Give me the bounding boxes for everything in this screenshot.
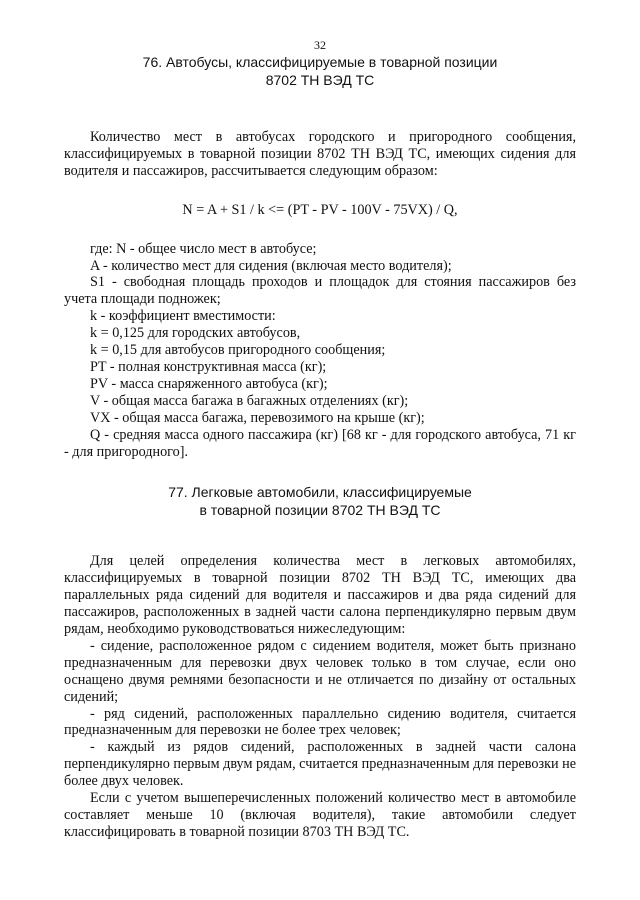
definition-n: где: N - общее число мест в автобусе; — [90, 240, 317, 257]
definition-s1: S1 - свободная площадь проходов и площадок для стояния пассажиров без учета площади подножек; — [64, 274, 576, 308]
section-76-heading-line-2: 8702 ТН ВЭД ТС — [265, 71, 375, 88]
section-77-heading-line-2: в товарной позиции 8702 ТН ВЭД ТС — [199, 501, 441, 518]
section-76-heading-line-1: 76. Автобусы, классифицируемые в товарной позиции — [142, 54, 498, 70]
page-number: 32 — [314, 38, 326, 52]
section-76-intro: Количество мест в автобусах городского и пригородного сообщения, классифицируемых в товарной позиции 8702 ТН ВЭД ТС, имеющих сидения для водителя и пассажиров, рассчитывается следующим образом: — [64, 129, 576, 179]
section-77-conclusion: Если с учетом вышеперечисленных положений количество мест в автомобиле составляет меньше 10 (включая водителя), такие автомобили следует классифицировать в товарной позиции 8703 ТН ВЭД ТС. — [64, 790, 576, 840]
rule-parallel-row: - ряд сидений, расположенных параллельно сидению водителя, считается предназначенным для перевозки не более трех человек; — [64, 705, 576, 739]
seating-rules-list — [64, 638, 576, 790]
definition-pt: PT - полная конструктивная масса (кг); — [90, 358, 327, 375]
section-77-intro: Для целей определения количества мест в легковых автомобилях, классифицируемых в товарной позиции 8702 ТН ВЭД ТС, имеющих два параллельных ряда сидений для водителя и пассажиров и два ряда сидений для пассажиров, расположенных в задней части салона перпендикулярно первым двум рядам, необходимо руководствоваться нижеследующим: — [64, 553, 576, 638]
seat-count-formula: N = A + S1 / k <= (PT - PV - 100V - 75VX) / Q, — [182, 201, 458, 218]
definition-k-city: k = 0,125 для городских автобусов, — [90, 325, 301, 342]
definition-vx: VX - общая масса багажа, перевозимого на крыше (кг); — [90, 409, 425, 426]
section-77-heading-line-1: 77. Легковые автомобили, классифицируемые — [168, 484, 472, 501]
formula-definitions — [64, 241, 576, 461]
definition-k: k - коэффициент вместимости: — [90, 308, 276, 325]
definition-a: A - количество мест для сидения (включая место водителя); — [90, 257, 452, 274]
document-page — [64, 38, 576, 841]
definition-pv: PV - масса снаряженного автобуса (кг); — [90, 375, 328, 392]
definition-q: Q - средняя масса одного пассажира (кг) [68 кг - для городского автобуса, 71 кг - для пригородного]. — [64, 426, 576, 460]
definition-k-suburban: k = 0,15 для автобусов пригородного сообщения; — [90, 342, 386, 359]
rule-front-seat: - сидение, расположенное рядом с сидением водителя, может быть признано предназначенным для перевозки двух человек только в том случае, если оно оснащено двумя ремнями безопасности и не отличается по дизайну от остальных сидений; — [64, 637, 576, 705]
section-76-heading — [64, 54, 576, 89]
section-77-heading — [64, 484, 576, 519]
rule-rear-rows: - каждый из рядов сидений, расположенных в задней части салона перпендикулярно первым двум рядам, считается предназначенным для перевозки не более двух человек. — [64, 739, 577, 790]
definition-v: V - общая масса багажа в багажных отделениях (кг); — [90, 392, 409, 409]
